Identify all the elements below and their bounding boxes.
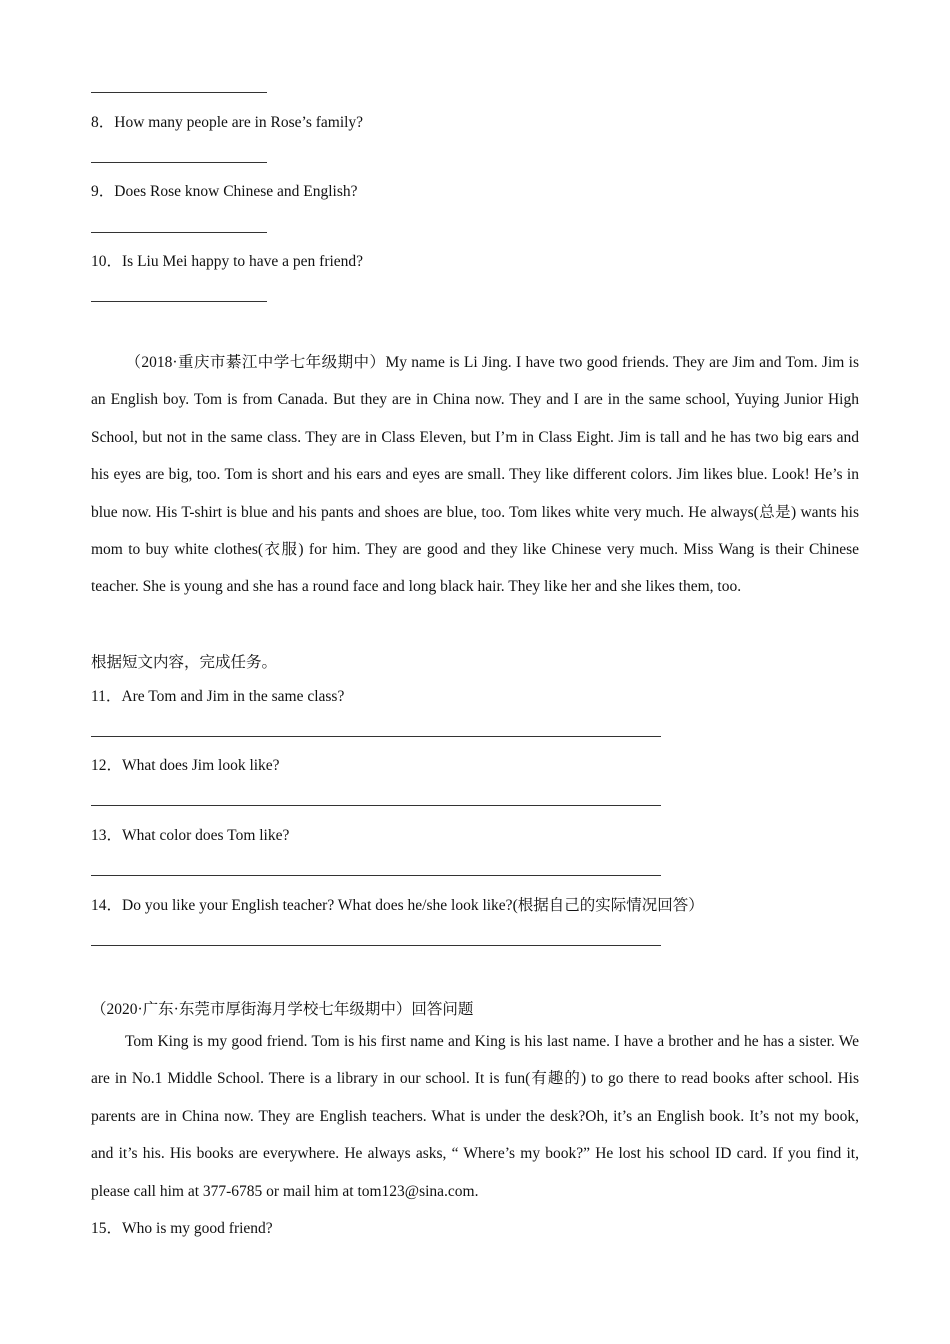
passage-text: My name is Li Jing. I have two good friends. They are Jim and Tom. Jim is an English boy. Tom is from Canada. But they are in China now. They and I are in the same school, Yuying Junior High School, but not in the same class. They are in Class Eleven, but I’m in Class Eight. Jim is tall and he has two big ears and his eyes are big, too. Tom is short and his ears and eyes are small. They like different colors. Jim likes blue. Look! He’s in blue now. His T-shirt is blue and his pants and shoes are blue, too. Tom likes white very much. He always(总是) wants his mom to buy white clothes(衣服) for him. They are good and they like Chinese very much. Miss Wang is their Chinese teacher. She is young and she has a round face and long black hair. They like her and she likes them, too.	[91, 354, 859, 596]
answer-line-13[interactable]	[91, 875, 661, 876]
question-number: 10．	[91, 253, 123, 270]
answer-line-9[interactable]	[91, 232, 267, 233]
answer-line-12[interactable]	[91, 805, 661, 806]
question-text: Do you like your English teacher? What does he/she look like?(根据自己的实际情况回答）	[122, 897, 704, 914]
question-text: How many people are in Rose’s family?	[114, 114, 364, 131]
reading-passage-3	[91, 1023, 859, 1210]
passage-source: （2018·重庆市綦江中学七年级期中）	[125, 354, 386, 371]
passage-source: （2020·广东·东莞市厚街海月学校七年级期中）回答问题	[91, 1001, 474, 1018]
question-text: Is Liu Mei happy to have a pen friend?	[122, 253, 364, 270]
question-9	[91, 179, 358, 201]
question-number: 14．	[91, 897, 123, 914]
answer-line-10[interactable]	[91, 301, 267, 302]
question-10	[91, 249, 363, 271]
question-text: Are Tom and Jim in the same class?	[121, 688, 345, 705]
task-instruction: 根据短文内容，完成任务。	[91, 654, 278, 671]
answer-line-14[interactable]	[91, 945, 661, 946]
question-text: What color does Tom like?	[122, 827, 290, 844]
question-number: 11．	[91, 688, 122, 705]
question-text: Does Rose know Chinese and English?	[114, 183, 358, 200]
question-12	[91, 753, 280, 775]
question-number: 8．	[91, 114, 115, 131]
question-text: What does Jim look like?	[122, 757, 280, 774]
question-14	[91, 893, 704, 915]
question-number: 12．	[91, 757, 123, 774]
question-11	[91, 684, 344, 706]
question-13	[91, 823, 289, 845]
question-number: 15．	[91, 1220, 123, 1237]
passage-text: Tom King is my good friend. Tom is his first name and King is his last name. I have a brother and he has a sister. We are in No.1 Middle School. There is a library in our school. It is fun(有趣的) to go there to read books after school. His parents are in China now. They are English teachers. What is under the desk?Oh, it’s an English book. It’s not my book, and it’s his. His books are everywhere. He always asks, “ Where’s my book?” He lost his school ID card. If you find it, please call him at 377-6785 or mail him at tom123@sina.com.	[91, 1033, 859, 1200]
question-15	[91, 1216, 273, 1238]
question-number: 13．	[91, 827, 123, 844]
reading-passage-2	[91, 344, 859, 606]
question-number: 9．	[91, 183, 115, 200]
answer-line-7[interactable]	[91, 92, 267, 93]
question-8	[91, 110, 363, 132]
answer-line-11[interactable]	[91, 736, 661, 737]
answer-line-8[interactable]	[91, 162, 267, 163]
question-text: Who is my good friend?	[122, 1220, 273, 1237]
